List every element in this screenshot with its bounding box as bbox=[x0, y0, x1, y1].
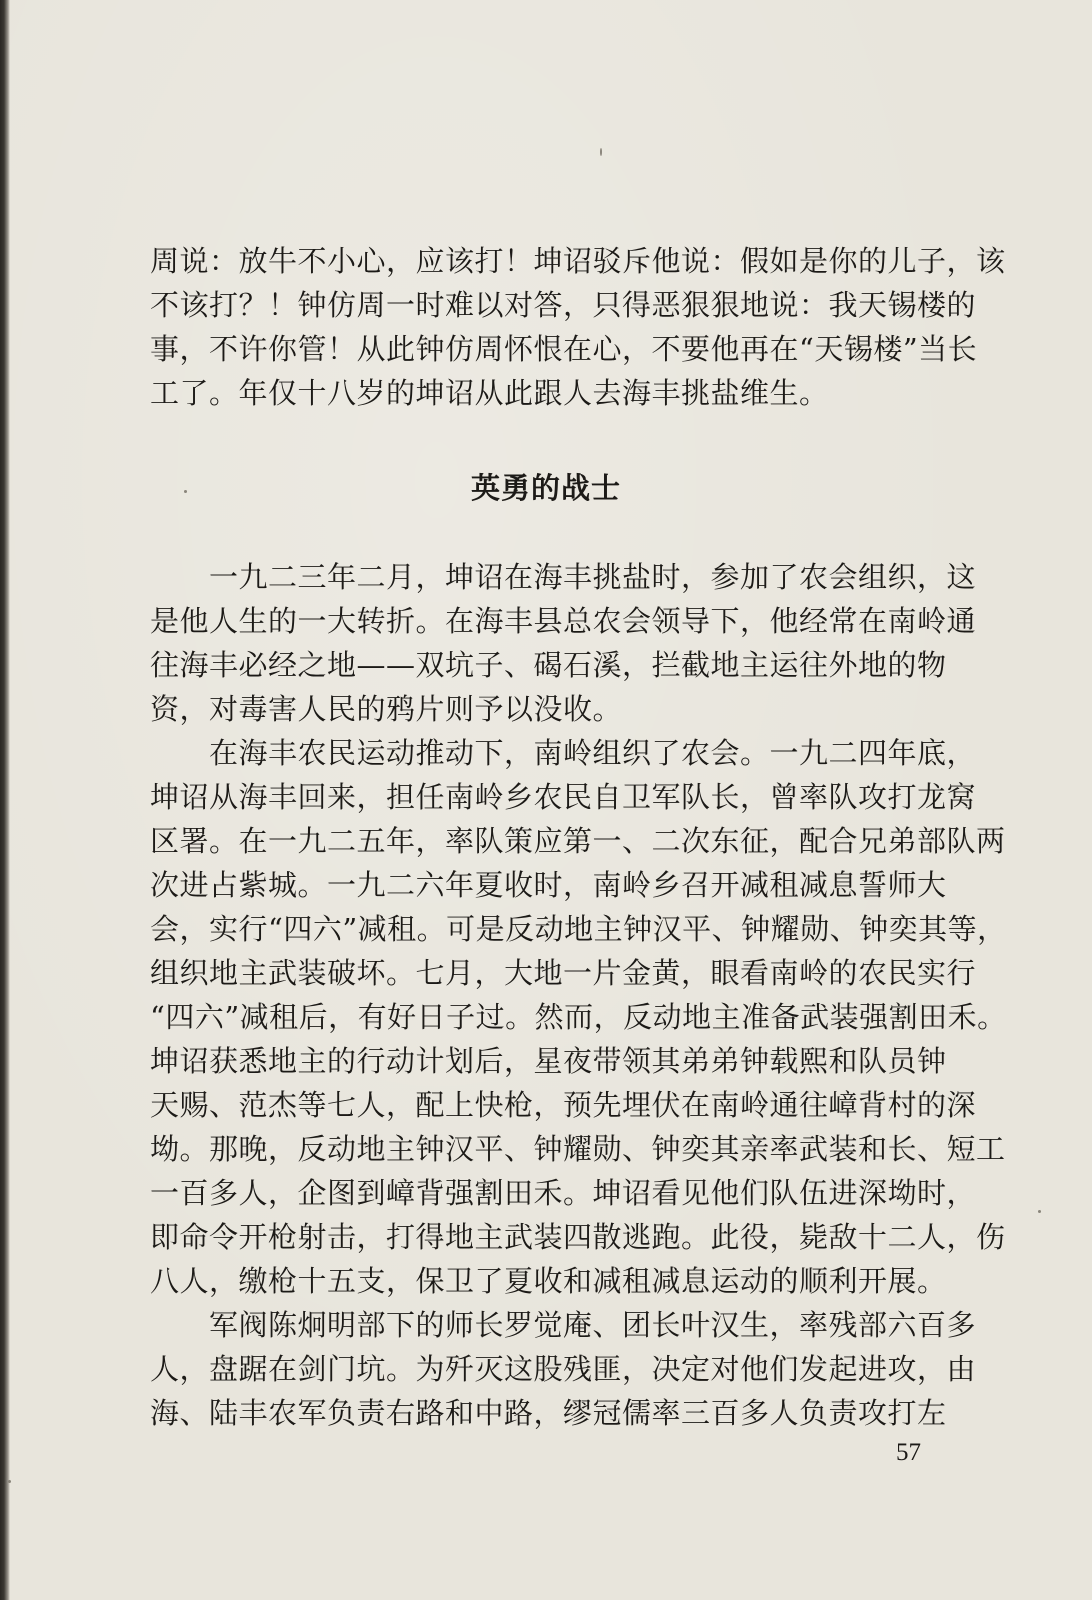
text-line: 军阀陈炯明部下的师长罗觉庵、团长叶汉生，率残部六百多 bbox=[150, 1308, 977, 1342]
text-line: 在海丰农民运动推动下，南岭组织了农会。一九二四年底， bbox=[150, 736, 977, 770]
text-line: 一百多人，企图到嶂背强割田禾。坤诏看见他们队伍进深坳时， bbox=[150, 1176, 977, 1210]
text-line: 区署。在一九二五年，率队策应第一、二次东征，配合兄弟部队两 bbox=[150, 824, 1006, 858]
section-heading: 英勇的战士 bbox=[470, 471, 621, 505]
text-line: 组织地主武装破坏。七月，大地一片金黄，眼看南岭的农民实行 bbox=[150, 956, 977, 990]
text-line: 不该打？！钟仿周一时难以对答，只得恶狠狠地说：我天锡楼的 bbox=[150, 288, 977, 322]
text-line: 次进占紫城。一九二六年夏收时，南岭乡召开减租减息誓师大 bbox=[150, 868, 947, 902]
page-number: 57 bbox=[896, 1439, 921, 1466]
text-line: 人，盘踞在剑门坑。为歼灭这股残匪，决定对他们发起进攻，由 bbox=[150, 1352, 977, 1386]
text-line: 坤诏获悉地主的行动计划后，星夜带领其弟弟钟载熙和队员钟 bbox=[150, 1044, 947, 1078]
text-line: 是他人生的一大转折。在海丰县总农会领导下，他经常在南岭通 bbox=[150, 604, 977, 638]
text-line: 会，实行“四六”减租。可是反动地主钟汉平、钟耀勋、钟奕其等， bbox=[150, 912, 1007, 946]
text-line: 即命令开枪射击，打得地主武装四散逃跑。此役，毙敌十二人，伤 bbox=[150, 1220, 1006, 1254]
text-line: 坳。那晚，反动地主钟汉平、钟耀勋、钟奕其亲率武装和长、短工 bbox=[150, 1132, 1006, 1166]
text-line: 周说：放牛不小心，应该打！坤诏驳斥他说：假如是你的儿子，该 bbox=[150, 244, 1006, 278]
text-line: 天赐、范杰等七人，配上快枪，预先埋伏在南岭通往嶂背村的深 bbox=[150, 1088, 977, 1122]
text-line: 一九二三年二月，坤诏在海丰挑盐时，参加了农会组织，这 bbox=[150, 560, 977, 594]
text-line: 八人，缴枪十五支，保卫了夏收和减租减息运动的顺利开展。 bbox=[150, 1264, 947, 1298]
text-line: “四六”减租后，有好日子过。然而，反动地主准备武装强割田禾。 bbox=[150, 1000, 1007, 1034]
binding-edge bbox=[0, 0, 10, 1600]
scan-speck bbox=[1038, 1210, 1041, 1213]
scan-speck bbox=[600, 148, 602, 156]
text-line: 工了。年仅十八岁的坤诏从此跟人去海丰挑盐维生。 bbox=[150, 376, 829, 410]
text-line: 海、陆丰农军负责右路和中路，缪冠儒率三百多人负责攻打左 bbox=[150, 1396, 947, 1430]
text-line: 坤诏从海丰回来，担任南岭乡农民自卫军队长，曾率队攻打龙窝 bbox=[150, 780, 977, 814]
text-line: 往海丰必经之地——双坑子、碣石溪，拦截地主运往外地的物 bbox=[150, 648, 947, 682]
scan-speck bbox=[8, 1480, 11, 1483]
text-line: 资，对毒害人民的鸦片则予以没收。 bbox=[150, 692, 623, 726]
text-line: 事，不许你管！从此钟仿周怀恨在心，不要他再在“天锡楼”当长 bbox=[150, 332, 978, 366]
